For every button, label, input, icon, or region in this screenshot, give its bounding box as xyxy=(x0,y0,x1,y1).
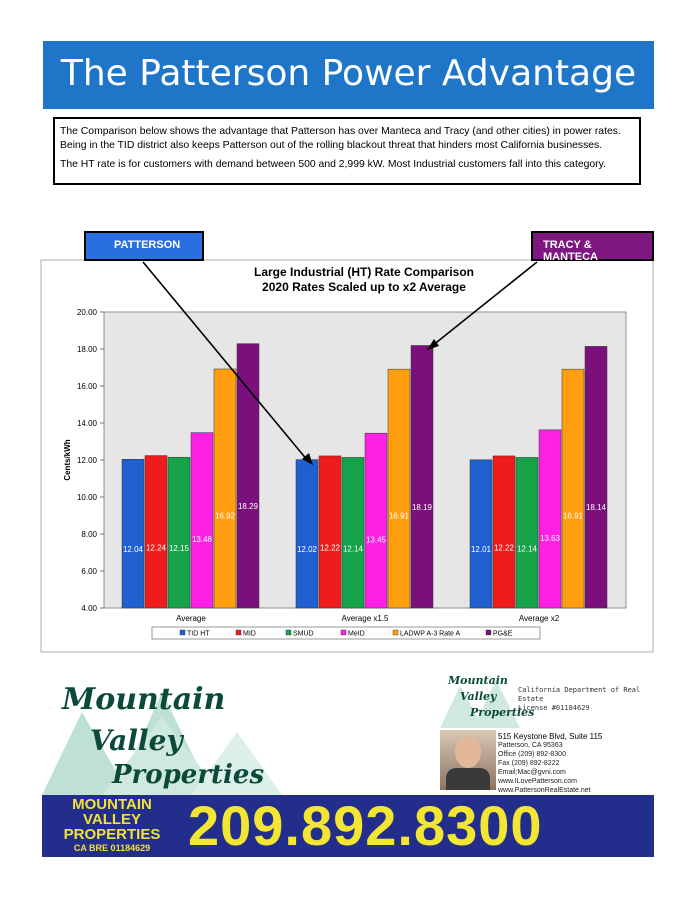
small-logo-word-mountain: Mountain xyxy=(448,674,508,687)
agent-photo xyxy=(440,730,496,790)
bar-value-label: 12.22 xyxy=(319,543,341,553)
y-tick-label: 8.00 xyxy=(81,530,97,539)
y-tick-label: 12.00 xyxy=(76,456,97,465)
bar-value-label: 16.92 xyxy=(214,511,236,521)
legend-swatch xyxy=(286,630,291,635)
phone-banner xyxy=(42,795,654,857)
dre-line-2: License #01184629 xyxy=(518,704,590,712)
page-title: The Patterson Power Advantage xyxy=(43,41,654,109)
bar-value-label: 12.14 xyxy=(516,544,538,554)
bar-value-label: 12.02 xyxy=(296,545,318,555)
footer-advertisement xyxy=(42,672,654,795)
legend-entry: MID xyxy=(243,630,256,638)
bar-value-label: 12.04 xyxy=(122,544,144,554)
fax: Fax (209) 892-8222 xyxy=(498,760,560,767)
y-tick-label: 10.00 xyxy=(76,493,97,502)
bar-value-label: 13.45 xyxy=(365,535,387,545)
bar-smud-2 xyxy=(516,457,538,608)
chart-title: Large Industrial (HT) Rate Comparison xyxy=(253,265,475,279)
bar-smud-1 xyxy=(342,457,364,608)
patterson-callout: PATTERSON xyxy=(84,231,204,261)
bar-meid-2 xyxy=(539,430,561,608)
legend-entry: PG&E xyxy=(493,630,513,638)
y-tick-label: 6.00 xyxy=(81,567,97,576)
bar-ladwp-a-3-rate-a-0 xyxy=(214,369,236,608)
logo-word-mountain: Mountain xyxy=(62,682,226,717)
bar-ladwp-a-3-rate-a-1 xyxy=(388,369,410,608)
small-logo-word-properties: Properties xyxy=(470,706,535,719)
x-category-label: Average x2 xyxy=(518,614,560,623)
bar-mid-1 xyxy=(319,456,341,608)
bar-mid-2 xyxy=(493,456,515,608)
bar-mid-0 xyxy=(145,456,167,608)
bar-value-label: 18.19 xyxy=(411,502,433,512)
brand-block xyxy=(52,797,172,854)
address: 515 Keystone Blvd, Suite 115 xyxy=(498,732,603,741)
small-logo-word-valley: Valley xyxy=(460,690,497,703)
legend-swatch xyxy=(236,630,241,635)
website-1: www.ILovePatterson.com xyxy=(498,778,577,785)
legend-entry: MeID xyxy=(348,630,365,638)
bar-tid-ht-1 xyxy=(296,460,318,608)
y-tick-label: 18.00 xyxy=(76,345,97,354)
dre-line-1: California Department of Real Estate xyxy=(518,686,641,703)
email: Email:Mac@gvni.com xyxy=(498,769,566,776)
legend-swatch xyxy=(341,630,346,635)
intro-paragraph-1: The Comparison below shows the advantage that Patterson has over Manteca and Tracy (and other cities) in power rates. Being in the TID district also keeps Patterson out of the rolling blackout threat that hinders most California businesses. xyxy=(60,126,621,151)
legend-entry: LADWP A-3 Rate A xyxy=(400,630,461,638)
bar-pg-e-1 xyxy=(411,345,433,608)
bar-smud-0 xyxy=(168,457,190,608)
contact-details xyxy=(498,732,602,795)
legend-entry: SMUD xyxy=(293,630,314,638)
y-tick-label: 4.00 xyxy=(81,604,97,613)
bar-tid-ht-2 xyxy=(470,460,492,608)
legend-entry: TID HT xyxy=(187,630,210,638)
bar-pg-e-0 xyxy=(237,344,259,608)
intro-paragraph-2: The HT rate is for customers with demand between 500 and 2,999 kW. Most Industrial customers fall into this category. xyxy=(60,159,606,170)
bar-ladwp-a-3-rate-a-2 xyxy=(562,369,584,608)
bar-value-label: 13.63 xyxy=(539,534,561,544)
chart-subtitle: 2020 Rates Scaled up to x2 Average xyxy=(262,280,466,294)
phone-number: 209.892.8300 xyxy=(188,794,543,857)
office-phone: Office (209) 892-8300 xyxy=(498,751,566,758)
legend-swatch xyxy=(486,630,491,635)
x-category-label: Average x1.5 xyxy=(341,614,389,623)
bar-value-label: 18.29 xyxy=(237,502,259,512)
bar-meid-1 xyxy=(365,433,387,608)
bar-value-label: 12.24 xyxy=(145,543,167,553)
city: Patterson, CA 95363 xyxy=(498,742,563,749)
logo-word-properties: Properties xyxy=(112,760,265,790)
bar-value-label: 13.48 xyxy=(191,535,213,545)
y-tick-label: 20.00 xyxy=(76,308,97,317)
logo-word-valley: Valley xyxy=(90,724,183,757)
bar-pg-e-2 xyxy=(585,346,607,608)
bar-value-label: 16.91 xyxy=(562,511,584,521)
bar-value-label: 12.22 xyxy=(493,543,515,553)
brand-line-1: MOUNTAIN xyxy=(72,796,152,813)
brand-line-2: VALLEY xyxy=(82,811,142,828)
website-2: www.PattersonRealEstate.net xyxy=(498,787,591,794)
bre-number: CA BRE 01184629 xyxy=(73,843,151,853)
bar-meid-0 xyxy=(191,433,213,608)
y-axis-label: Cents/kWh xyxy=(63,439,72,481)
tracy-manteca-callout: TRACY & MANTECA xyxy=(531,231,654,261)
legend-swatch xyxy=(393,630,398,635)
y-tick-label: 14.00 xyxy=(76,419,97,428)
legend-swatch xyxy=(180,630,185,635)
y-tick-label: 16.00 xyxy=(76,382,97,391)
bar-value-label: 12.14 xyxy=(342,544,364,554)
x-category-label: Average xyxy=(176,614,206,623)
bar-value-label: 16.91 xyxy=(388,511,410,521)
bar-tid-ht-0 xyxy=(122,459,144,608)
bar-value-label: 12.15 xyxy=(168,544,190,554)
brand-line-3: PROPERTIES xyxy=(63,826,161,843)
dre-license xyxy=(518,686,654,713)
bar-value-label: 12.01 xyxy=(470,545,492,555)
bar-value-label: 18.14 xyxy=(585,503,607,513)
agent-card xyxy=(440,672,654,795)
